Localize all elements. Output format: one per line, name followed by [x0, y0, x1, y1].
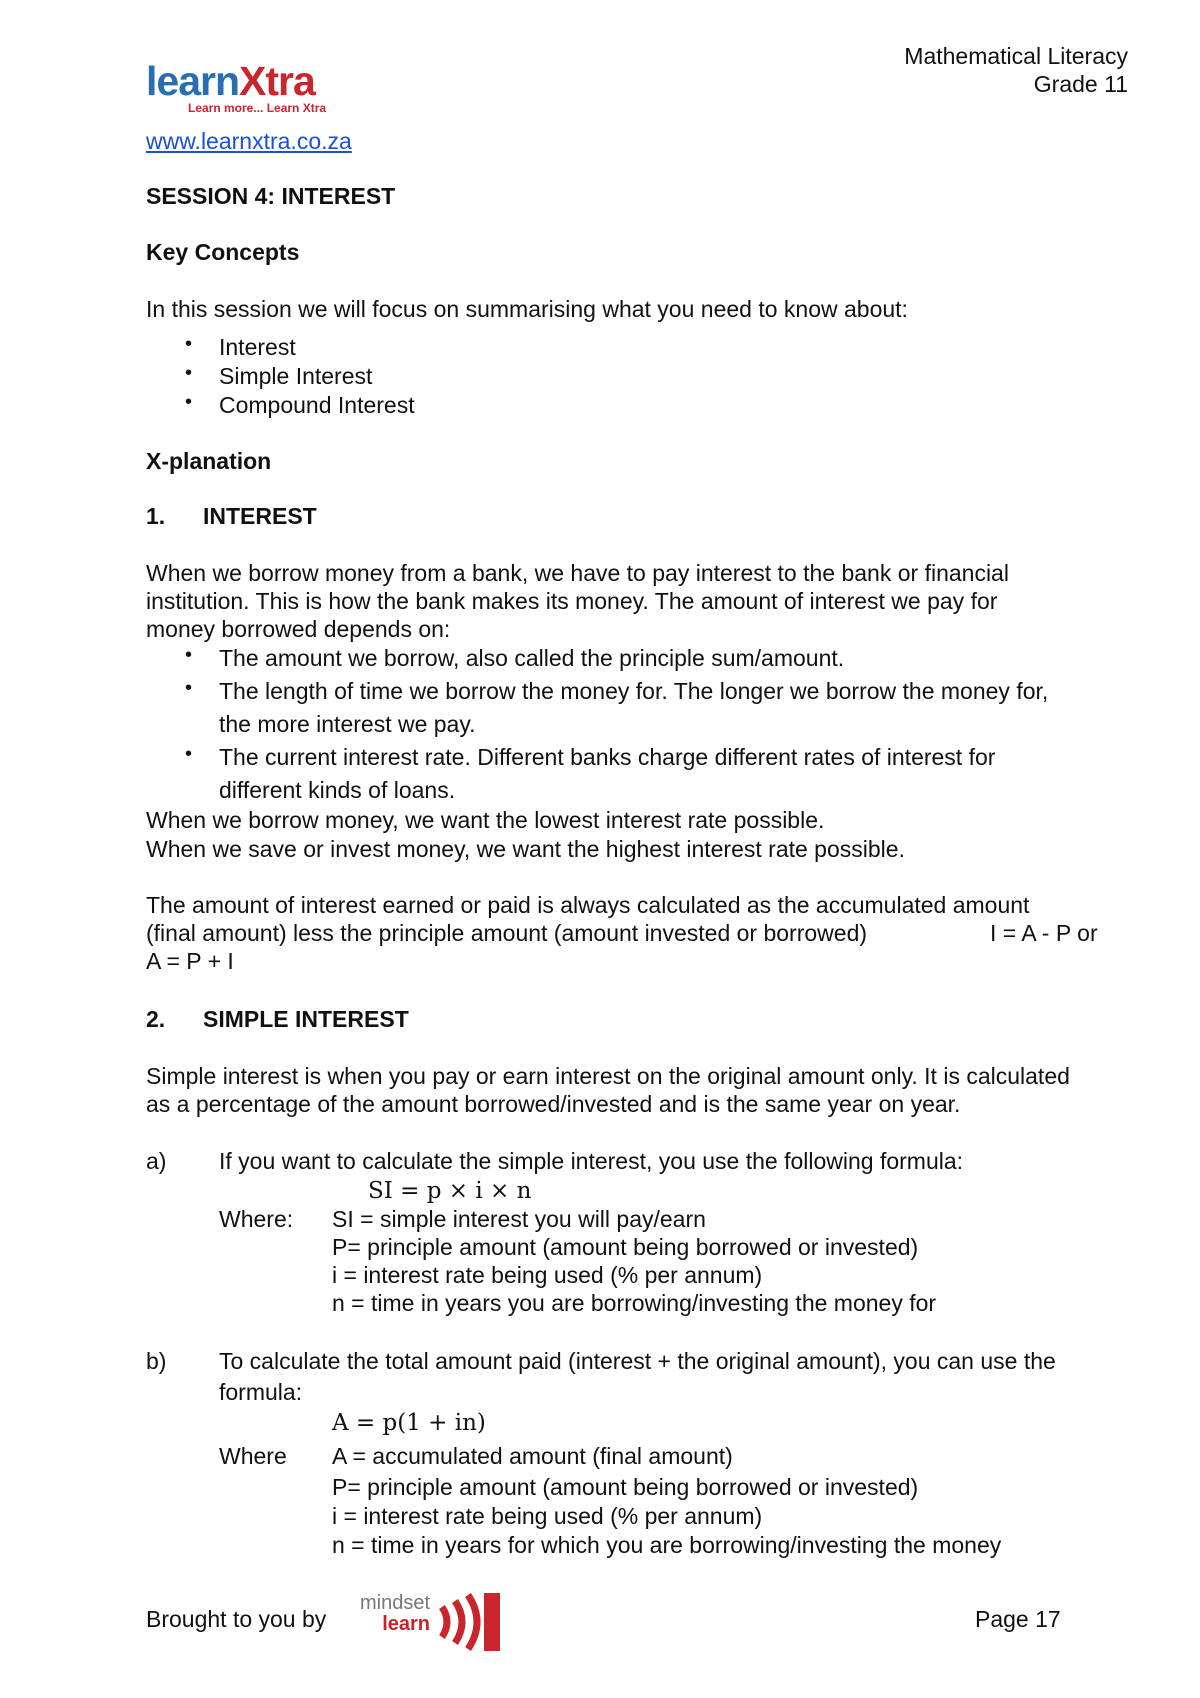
- key-concepts-intro: In this session we will focus on summarising what you need to know about:: [146, 296, 908, 322]
- section2-number: 2.: [146, 1006, 166, 1032]
- accumulated-amount-formula: A = p(1 + in): [332, 1410, 486, 1436]
- page-number: Page 17: [975, 1606, 1061, 1632]
- bullet-icon: •: [185, 333, 193, 355]
- part-a-def: P= principle amount (amount being borrowed or invested): [332, 1234, 919, 1260]
- key-concept-item: Simple Interest: [219, 363, 373, 389]
- part-b-text-line: formula:: [219, 1379, 303, 1405]
- session-title: SESSION 4: INTEREST: [146, 183, 396, 209]
- part-b-def: n = time in years for which you are borrowing/investing the money: [332, 1532, 1002, 1558]
- section1-bullet-line: the more interest we pay.: [219, 711, 476, 737]
- footer-brought-by: Brought to you by: [146, 1606, 327, 1632]
- part-a-def: n = time in years you are borrowing/investing the money for: [332, 1290, 937, 1316]
- section1-calc-line: (final amount) less the principle amount (amount invested or borrowed): [146, 920, 868, 946]
- key-concepts-heading: Key Concepts: [146, 239, 300, 265]
- part-b-where: Where: [219, 1443, 287, 1469]
- part-b-def: A = accumulated amount (final amount): [332, 1443, 733, 1469]
- section1-after-line: When we save or invest money, we want the highest interest rate possible.: [146, 836, 905, 862]
- section1-bullet-line: The amount we borrow, also called the principle sum/amount.: [219, 645, 845, 671]
- section2-title: SIMPLE INTEREST: [203, 1006, 409, 1032]
- part-b-text-line: To calculate the total amount paid (interest + the original amount), you can use the: [219, 1348, 1056, 1374]
- section1-para-line: When we borrow money from a bank, we have to pay interest to the bank or financial: [146, 560, 1009, 586]
- xplanation-heading: X-planation: [146, 448, 272, 474]
- sponsor-mindset: mindset: [359, 1592, 430, 1614]
- section1-bullet-line: The current interest rate. Different banks charge different rates of interest for: [219, 744, 996, 770]
- learnxtra-logo: [146, 58, 326, 115]
- section2-para-line: as a percentage of the amount borrowed/invested and is the same year on year.: [146, 1091, 961, 1117]
- simple-interest-formula: SI = p × i × n: [368, 1178, 532, 1204]
- part-a-def: i = interest rate being used (% per annum): [332, 1262, 763, 1288]
- section1-title: INTEREST: [203, 503, 317, 529]
- part-a-where: Where:: [219, 1206, 294, 1232]
- part-b-def: P= principle amount (amount being borrowed or invested): [332, 1474, 919, 1500]
- website-link[interactable]: www.learnxtra.co.za: [146, 128, 352, 154]
- key-concept-item: Compound Interest: [219, 392, 415, 418]
- part-a-def: SI = simple interest you will pay/earn: [332, 1206, 706, 1232]
- section1-after-line: When we borrow money, we want the lowest interest rate possible.: [146, 807, 825, 833]
- section2-para-line: Simple interest is when you pay or earn interest on the original amount only. It is calculated: [146, 1063, 1070, 1089]
- bullet-icon: •: [185, 743, 193, 765]
- part-a-text: If you want to calculate the simple interest, you use the following formula:: [219, 1148, 964, 1174]
- bullet-icon: •: [185, 677, 193, 699]
- section1-calc-line: The amount of interest earned or paid is always calculated as the accumulated amount: [146, 892, 1030, 918]
- bullet-icon: •: [185, 391, 193, 413]
- section1-para-line: money borrowed depends on:: [146, 616, 451, 642]
- part-b-def: i = interest rate being used (% per annum): [332, 1503, 763, 1529]
- section1-bullet-line: The length of time we borrow the money for. The longer we borrow the money for,: [219, 678, 1049, 704]
- bullet-icon: •: [185, 644, 193, 666]
- logo-brand-learn: learn: [146, 58, 239, 104]
- section1-calc-line: A = P + I: [146, 948, 234, 974]
- bullet-icon: •: [185, 362, 193, 384]
- section1-bullet-line: different kinds of loans.: [219, 777, 456, 803]
- part-b-label: b): [146, 1348, 167, 1374]
- interest-formula: I = A - P or: [990, 920, 1098, 946]
- mindset-learn-logo: [358, 1593, 430, 1635]
- logo-tagline: Learn more... Learn Xtra: [188, 101, 327, 115]
- mindset-signal-icon: [438, 1593, 500, 1651]
- section1-number: 1.: [146, 503, 166, 529]
- logo-brand-xtra: Xtra: [239, 58, 315, 104]
- grade-label: Grade 11: [1033, 71, 1128, 97]
- section1-para-line: institution. This is how the bank makes its money. The amount of interest we pay for: [146, 588, 998, 614]
- key-concept-item: Interest: [219, 334, 296, 360]
- part-a-label: a): [146, 1148, 167, 1174]
- sponsor-learn: learn: [382, 1613, 430, 1635]
- subject-label: Mathematical Literacy: [904, 43, 1128, 69]
